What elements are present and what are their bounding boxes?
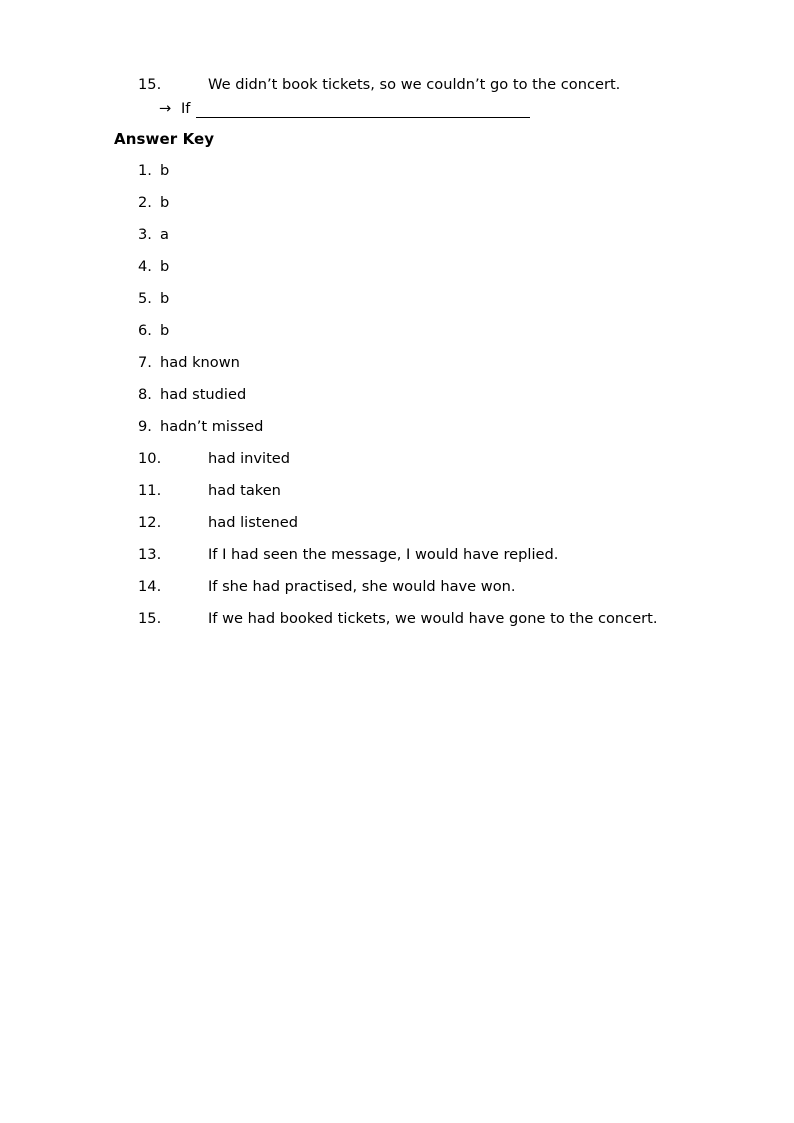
answer-number: 15. — [138, 610, 162, 627]
answer-text: had listened — [208, 514, 298, 531]
answer-text: had taken — [208, 482, 281, 499]
answer-text: had invited — [208, 450, 291, 467]
arrow-right-icon: → — [159, 100, 172, 117]
list-item — [0, 385, 794, 417]
list-item — [0, 513, 794, 545]
answer-number: 1. — [138, 162, 152, 179]
list-item — [0, 449, 794, 481]
list-item — [0, 481, 794, 513]
exercise-prompt-line — [0, 74, 794, 96]
list-item — [0, 577, 794, 609]
answer-text: If we had booked tickets, we would have gone to the concert. — [208, 610, 658, 627]
exercise-number: 15. — [138, 76, 162, 93]
answer-text: If she had practised, she would have won. — [208, 578, 516, 595]
exercise-item-15 — [0, 74, 794, 122]
answer-text: b — [160, 322, 170, 339]
list-item — [0, 193, 794, 225]
answer-number: 3. — [138, 226, 152, 243]
answer-text: had known — [160, 354, 240, 371]
list-item — [0, 417, 794, 449]
exercise-if-label: If — [181, 100, 191, 117]
answer-number: 10. — [138, 450, 162, 467]
answer-number: 6. — [138, 322, 152, 339]
answer-text: b — [160, 258, 170, 275]
answer-key-list — [0, 161, 794, 641]
list-item — [0, 353, 794, 385]
answer-text: If I had seen the message, I would have replied. — [208, 546, 559, 563]
list-item — [0, 225, 794, 257]
exercise-blank-writing-line[interactable] — [196, 117, 530, 118]
answer-text: b — [160, 290, 170, 307]
answer-key-heading: Answer Key — [114, 130, 215, 148]
answer-text: b — [160, 162, 170, 179]
answer-number: 4. — [138, 258, 152, 275]
answer-text: b — [160, 194, 170, 211]
list-item — [0, 609, 794, 641]
answer-number: 5. — [138, 290, 152, 307]
exercise-prompt-text: We didn’t book tickets, so we couldn’t go to the concert. — [208, 76, 621, 93]
list-item — [0, 257, 794, 289]
answer-number: 13. — [138, 546, 162, 563]
answer-number: 8. — [138, 386, 152, 403]
list-item — [0, 289, 794, 321]
answer-number: 7. — [138, 354, 152, 371]
answer-number: 12. — [138, 514, 162, 531]
list-item — [0, 161, 794, 193]
list-item — [0, 545, 794, 577]
answer-text: had studied — [160, 386, 247, 403]
answer-number: 14. — [138, 578, 162, 595]
answer-text: a — [160, 226, 169, 243]
answer-text: hadn’t missed — [160, 418, 264, 435]
exercise-answer-line — [0, 98, 794, 122]
answer-number: 2. — [138, 194, 152, 211]
list-item — [0, 321, 794, 353]
answer-number: 11. — [138, 482, 162, 499]
answer-number: 9. — [138, 418, 152, 435]
